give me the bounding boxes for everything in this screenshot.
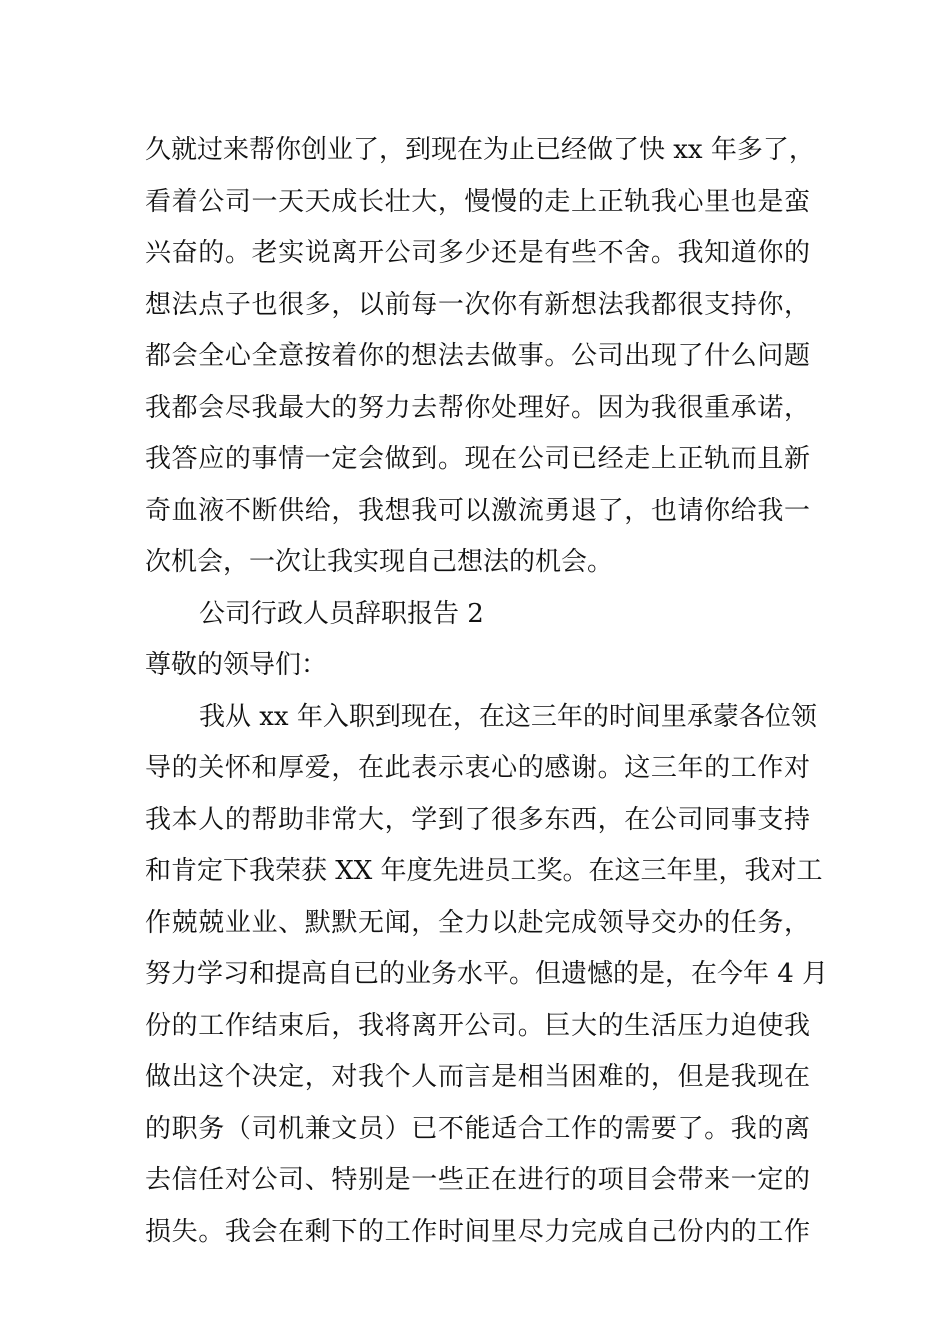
section-title: 公司行政人员辞职报告 2 <box>199 598 484 629</box>
text-line: 我从 xx 年入职到现在，在这三年的时间里承蒙各位领 <box>199 701 817 732</box>
text-line: 想法点子也很多，以前每一次你有新想法我都很支持你， <box>145 289 810 320</box>
text-line: 损失。我会在剩下的工作时间里尽力完成自己份内的工作 <box>145 1216 810 1247</box>
salutation: 尊敬的领导们： <box>145 650 328 680</box>
text-line: 作兢兢业业、默默无闻，全力以赴完成领导交办的任务， <box>145 907 810 938</box>
text-line: 都会全心全意按着你的想法去做事。公司出现了什么问题 <box>145 341 810 371</box>
text-line: 导的关怀和厚爱，在此表示衷心的感谢。这三年的工作对 <box>145 753 810 783</box>
text-line: 份的工作结束后，我将离开公司。巨大的生活压力迫使我 <box>145 1010 810 1041</box>
text-line: 久就过来帮你创业了，到现在为止已经做了快 xx 年多了， <box>145 135 815 165</box>
text-line: 我本人的帮助非常大，学到了很多东西，在公司同事支持 <box>145 804 810 835</box>
text-line: 和肯定下我荣获 XX 年度先进员工奖。在这三年里，我对工 <box>145 856 823 886</box>
text-line: 看着公司一天天成长壮大，慢慢的走上正轨我心里也是蛮 <box>145 186 810 217</box>
text-line: 的职务（司机兼文员）已不能适合工作的需要了。我的离 <box>145 1113 810 1144</box>
text-line: 奇血液不断供给，我想我可以激流勇退了，也请你给我一 <box>145 495 810 526</box>
text-line: 次机会，一次让我实现自己想法的机会。 <box>145 547 614 577</box>
text-line: 做出这个决定，对我个人而言是相当困难的，但是我现在 <box>145 1062 810 1092</box>
text-line: 努力学习和提高自已的业务水平。但遗憾的是，在今年 4 月 <box>145 959 829 989</box>
text-line: 兴奋的。老实说离开公司多少还是有些不舍。我知道你的 <box>145 238 810 268</box>
document-body <box>145 125 829 1258</box>
text-line: 我都会尽我最大的努力去帮你处理好。因为我很重承诺， <box>145 392 810 423</box>
text-line: 我答应的事情一定会做到。现在公司已经走上正轨而且新 <box>145 444 810 474</box>
text-line: 去信任对公司、特别是一些正在进行的项目会带来一定的 <box>145 1165 810 1195</box>
paragraph-1 <box>145 125 815 589</box>
paragraph-2 <box>145 692 829 1259</box>
